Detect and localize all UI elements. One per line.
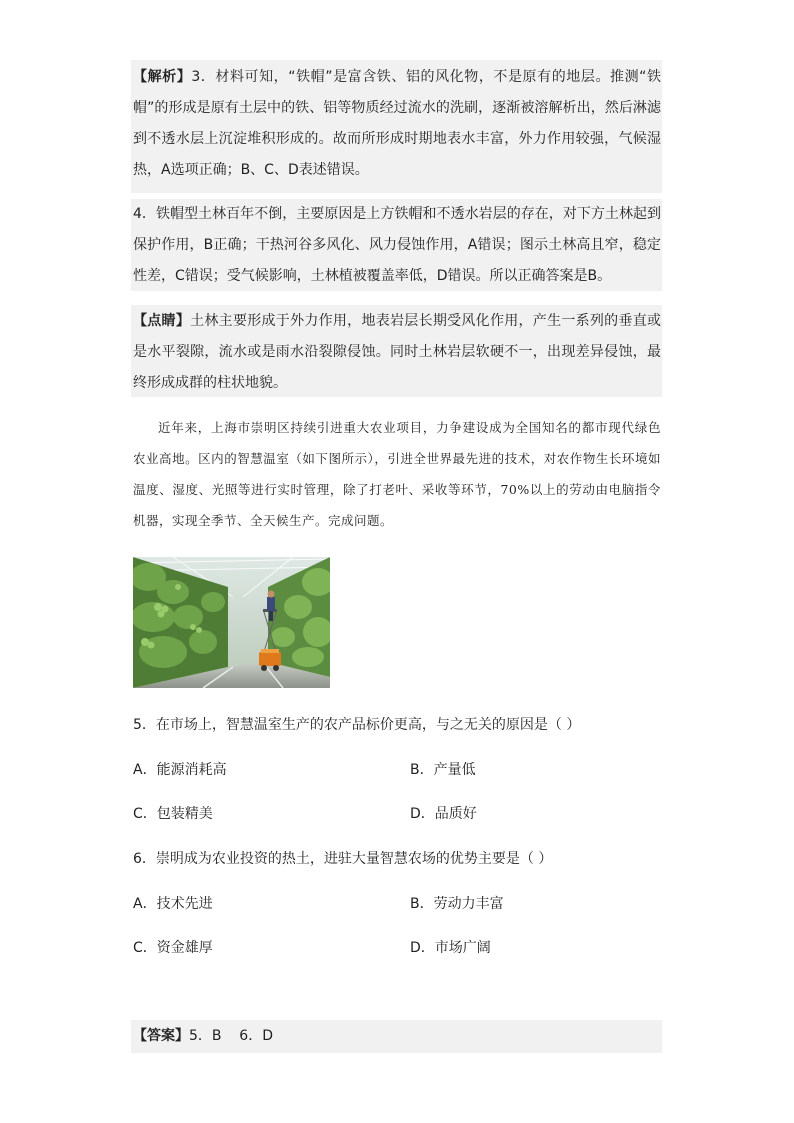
question-6-option-d: D．市场广阔 <box>410 940 491 956</box>
material-paragraph: 近年来，上海市崇明区持续引进重大农业项目，力争建设成为全国知名的都市现代绿色农业高地。区内的智慧温室（如下图所示），引进全世界最先进的技术，对农作物生长环境如温度、湿度、光照等进行实时管理，除了打老叶、采收等环节，70%以上的劳动由电脑指令机器，实现全季节、全天候生产。完成问题。 <box>133 420 661 528</box>
question-6-option-b: B．劳动力丰富 <box>410 896 504 912</box>
answer-block <box>133 1021 661 1052</box>
comment-block <box>133 306 661 399</box>
greenhouse-illustration <box>133 557 330 688</box>
question-5-option-c: C．包装精美 <box>133 806 213 822</box>
question-5-option-b: B．产量低 <box>410 762 476 778</box>
comment-tag: 【点睛】 <box>133 313 191 329</box>
question-5-stem: 5．在市场上，智慧温室生产的农产品标价更高，与之无关的原因是（ ） <box>133 717 581 733</box>
answer-tag: 【答案】 <box>133 1028 189 1044</box>
analysis-q3 <box>133 62 661 186</box>
greenhouse-photo <box>133 557 330 688</box>
question-6-stem: 6．崇明成为农业投资的热土，进驻大量智慧农场的优势主要是（ ） <box>133 851 553 867</box>
analysis-tag: 【解析】 <box>133 69 192 85</box>
question-5-option-d: D．品质好 <box>410 806 477 822</box>
answer-text: 5．B 6．D <box>189 1028 273 1044</box>
question-6-option-a: A．技术先进 <box>133 896 213 912</box>
question-5-option-a: A．能源消耗高 <box>133 762 227 778</box>
analysis-q4: 4．铁帽型土林百年不倒，主要原因是上方铁帽和不透水岩层的存在，对下方土林起到保护作用，B正确；干热河谷多风化、风力侵蚀作用，A错误；图示土林高且窄，稳定性差，C错误；受气候影响，土林植被覆盖率低，D错误。所以正确答案是B。 <box>133 206 661 284</box>
question-6-option-c: C．资金雄厚 <box>133 940 213 956</box>
comment-text: 土林主要形成于外力作用，地表岩层长期受风化作用，产生一系列的垂直或是水平裂隙，流水或是雨水沿裂隙侵蚀。同时土林岩层软硬不一，出现差异侵蚀，最终形成成群的柱状地貌。 <box>133 313 662 391</box>
analysis-q3-text: 3．材料可知，“铁帽”是富含铁、铝的风化物，不是原有的地层。推测“铁帽”的形成是原有土层中的铁、铝等物质经过流水的洗刷，逐渐被溶解析出，然后淋滤到不透水层上沉淀堆积形成的。故而所形成时期地表水丰富，外力作用较强，气候湿热，A选项正确；B、C、D表述错误。 <box>133 69 661 178</box>
